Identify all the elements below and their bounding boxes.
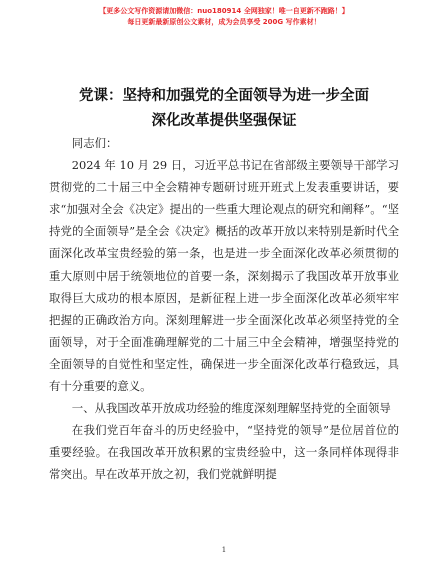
document-title-line-2: 深化改革提供坚强保证 — [151, 113, 297, 129]
document-title — [40, 84, 408, 134]
document-body — [49, 132, 399, 486]
salutation: 同志们： — [71, 136, 118, 150]
promo-banner-line-2: 每日更新最新原创公文素材，成为会员享受 200G 写作素材！ — [127, 18, 321, 26]
paragraph-2: 在我们党百年奋斗的历史经验中，“坚持党的领导”是位居首位的重要经验。在我国改革开放积累的宝贵经验中，这一条同样体现得非常突出。早在改革开放之初，我们党就鲜明提 — [49, 423, 399, 482]
document-title-line-1: 党课：坚持和加强党的全面领导为进一步全面 — [79, 88, 369, 104]
paragraph-1: 2024 年 10 月 29 日，习近平总书记在省部级主要领导干部学习贯彻党的二十届三中全会精神专题研讨班开班式上发表重要讲话，要求“加强对全会《决定》提出的一些重大理论观点的研究和阐释”。“坚持党的全面领导”是全会《决定》概括的改革开放以来特别是新时代全面深化改革宝贵经验的第一条，也是进一步全面深化改革必须贯彻的重大原则中居于统领地位的首要一条，深刻揭示了我国改革开放事业取得巨大成功的根本原因，是新征程上进一步全面深化改革必须牢牢把握的正确政治方向。深刻理解进一步全面深化改革必须坚持党的全面领导，对于全面准确理解党的二十届三中全会精神，增强坚持党的全面领导的自觉性和坚定性，确保进一步全面深化改革行稳致远，具有十分重要的意义。 — [49, 158, 399, 394]
section-heading-1: 一、从我国改革开放成功经验的维度深刻理解坚持党的全面领导 — [71, 401, 391, 416]
promo-banner-line-1: 【更多公文写作资源请加微信：nuo180914 全网独家！唯一自更新不跑路！】 — [99, 7, 349, 15]
page-number: 1 — [221, 546, 227, 554]
promo-banner — [0, 6, 448, 28]
